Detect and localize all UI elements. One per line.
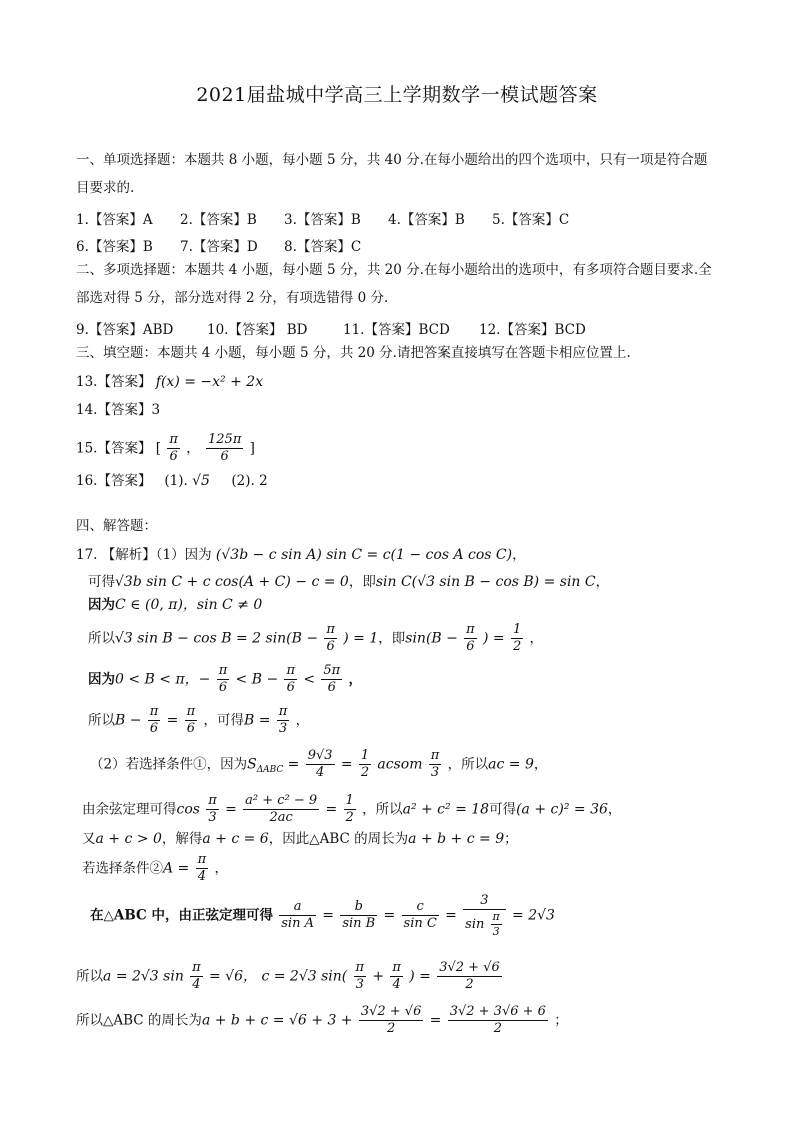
- q17-line5: [88, 663, 362, 697]
- fraction: [429, 748, 442, 782]
- text: 所以△ABC 的周长为: [76, 1012, 202, 1029]
- fraction-numerator: 1: [344, 793, 356, 810]
- fraction-numerator: 3√2 + √6: [437, 960, 502, 977]
- math-expr: sin(B −: [405, 630, 458, 647]
- fraction: [344, 793, 356, 827]
- q17-line13: [76, 1004, 568, 1038]
- math-expr: √3b sin C + c cos(A + C) − c = 0: [115, 574, 349, 590]
- math-expr: a + b + c = 9: [408, 831, 505, 847]
- fraction-denominator: 3: [430, 765, 440, 781]
- fraction: [196, 852, 209, 886]
- text: 由余弦定理可得: [82, 801, 177, 818]
- q17-line1: [76, 546, 526, 565]
- fraction-denominator: 2: [360, 765, 370, 781]
- fraction: [206, 793, 219, 827]
- fraction-denominator: 2: [465, 977, 474, 993]
- fraction-denominator: sin A: [281, 916, 314, 932]
- fraction-numerator: π: [354, 960, 367, 977]
- fraction-numerator: b: [340, 899, 377, 916]
- answer-label: 15.【答案】: [76, 440, 152, 457]
- answer-14: 14.【答案】3: [76, 402, 161, 418]
- fraction-denominator: 2: [386, 1021, 396, 1037]
- solution-label: 17. 【解析】（1）因为: [76, 547, 212, 563]
- fraction-denominator: sin C: [403, 916, 437, 932]
- math-expr: S: [247, 756, 257, 773]
- text: 所以: [76, 968, 103, 985]
- math-expr: a + c = 6: [202, 831, 269, 847]
- fraction: [402, 899, 439, 933]
- math-expr: 0 < B < π，−: [115, 671, 211, 688]
- fraction-denominator: 2: [512, 639, 522, 655]
- math-expr: = √6， c = 2√3 sin(: [208, 968, 348, 985]
- answer-item: 8.【答案】C: [284, 239, 362, 255]
- fraction-numerator: a² + c² − 9: [243, 793, 319, 810]
- math-expr: a = 2√3 sin: [103, 968, 184, 985]
- bracket: ]: [249, 440, 255, 457]
- fraction-denominator: 6: [186, 721, 196, 737]
- math-expr: =: [287, 756, 300, 773]
- punct: ，: [533, 756, 548, 773]
- answer-item: 7.【答案】D: [180, 239, 258, 255]
- fraction-numerator: 9√3: [306, 748, 335, 765]
- fraction: [437, 960, 502, 994]
- math-expr: =: [383, 907, 396, 924]
- answer-item: 6.【答案】B: [76, 239, 153, 255]
- fraction-denominator: 2ac: [269, 810, 293, 826]
- q17-line10: [82, 852, 228, 886]
- fraction: [321, 663, 342, 697]
- math-expr: cos: [176, 801, 200, 818]
- fraction-numerator: π: [464, 622, 477, 639]
- math-expr: ) =: [483, 630, 505, 647]
- answer-16: [76, 472, 268, 491]
- q17-line7: [90, 748, 547, 782]
- punct: ，: [295, 712, 310, 729]
- fraction-numerator: π: [196, 852, 209, 869]
- math-expr: =: [429, 1012, 442, 1029]
- answer-math: f(x) = −x² + 2x: [155, 374, 264, 390]
- math-expr: C ∈ (0, π)，sin C ≠ 0: [115, 597, 263, 613]
- text: ，所以: [362, 801, 403, 818]
- math-expr: =: [322, 907, 335, 924]
- q17-line2: [88, 573, 609, 592]
- math-expr: =: [225, 801, 237, 818]
- fraction-denominator: 4: [392, 977, 401, 993]
- part-label: (1).: [164, 473, 193, 489]
- math-expr: =: [445, 907, 457, 924]
- fraction-numerator: 1: [359, 748, 371, 765]
- answer-math: √5: [192, 473, 210, 489]
- fraction-numerator: π: [492, 910, 500, 924]
- section1-intro-line2: 目要求的.: [76, 180, 135, 196]
- math-expr: < B −: [235, 671, 279, 688]
- fraction: [284, 663, 297, 697]
- fraction-numerator: 125π: [206, 432, 243, 449]
- punct: ，: [214, 860, 228, 877]
- answer-item: 2.【答案】B: [180, 212, 257, 228]
- fraction: [390, 960, 403, 994]
- fraction: [277, 704, 290, 738]
- fraction: [190, 960, 203, 994]
- answer-label: 13.【答案】: [76, 374, 152, 390]
- math-expr: B −: [115, 712, 142, 729]
- fraction-numerator: π: [206, 793, 219, 810]
- answer-15: [76, 432, 255, 466]
- answer-13: [76, 373, 263, 392]
- text: （2）若选择条件①，因为: [90, 756, 248, 773]
- punct: ，: [607, 801, 622, 818]
- answer-item: 12.【答案】BCD: [479, 322, 586, 338]
- fraction-numerator: π: [190, 960, 203, 977]
- q17-line8: [82, 793, 621, 827]
- math-expr: =: [340, 756, 353, 773]
- fraction-numerator: π: [284, 663, 297, 680]
- fraction: [511, 622, 523, 656]
- math-expr: =: [325, 801, 338, 818]
- fraction-denominator: 4: [197, 869, 206, 885]
- punct: ，: [348, 671, 362, 688]
- fraction-denominator: 6: [149, 721, 159, 737]
- q17-line4: [88, 622, 543, 656]
- fraction-numerator: c: [402, 899, 439, 916]
- fraction-denominator: 4: [192, 977, 201, 993]
- fraction-denominator: 6: [466, 639, 475, 655]
- fraction-denominator: 6: [169, 449, 178, 465]
- punct: ；: [554, 1012, 568, 1029]
- answer-item: 1.【答案】A: [76, 212, 153, 228]
- text: 在△ABC 中，由正弦定理可得: [90, 907, 273, 924]
- page-title: 2021届盐城中学高三上学期数学一模试题答案: [196, 84, 598, 106]
- fraction-denominator: sin B: [342, 916, 376, 932]
- text: 因为: [88, 671, 115, 688]
- q17-line11: [90, 893, 555, 939]
- fraction: [148, 704, 161, 738]
- q17-line6: [88, 704, 309, 738]
- punct: ；: [504, 831, 518, 847]
- math-expr: ac = 9: [488, 756, 534, 773]
- fraction: [463, 893, 506, 939]
- section1-intro-line1: 一、单项选择题：本题共 8 小题，每小题 5 分，共 40 分.在每小题给出的四个选项中，只有一项是符合题: [76, 152, 708, 168]
- fraction: [206, 432, 243, 466]
- separator: ，: [186, 440, 200, 457]
- q17-line3: [88, 596, 262, 615]
- math-expr: +: [372, 968, 385, 985]
- section2-intro-line1: 二、多项选择题：本题共 4 小题，每小题 5 分，共 20 分.在每小题给出的选项中，有多项符合题目要求.全: [76, 262, 712, 278]
- fraction-denominator: 2: [345, 810, 354, 826]
- fraction-denominator: 6: [327, 680, 336, 696]
- answer-item: 3.【答案】B: [284, 212, 361, 228]
- fraction: [448, 1004, 548, 1038]
- fraction-denominator: 6: [220, 449, 229, 465]
- math-expr: acsom: [377, 756, 423, 773]
- text: 可得: [88, 574, 115, 590]
- fraction-denominator: [463, 910, 506, 939]
- punct: ，: [512, 547, 526, 563]
- text: ，即: [348, 574, 376, 590]
- fraction: [354, 960, 367, 994]
- fraction-numerator: π: [148, 704, 161, 721]
- math-expr: sin C(√3 sin B − cos B) = sin C: [375, 574, 596, 590]
- text: 因为: [88, 597, 115, 613]
- math-expr: (√3b − c sin A) sin C = c(1 − cos A cos C): [215, 547, 513, 563]
- math-expr: = 2√3: [512, 907, 555, 924]
- q17-line9: [82, 830, 518, 849]
- text: ，可得: [203, 712, 244, 729]
- fraction: [340, 899, 377, 933]
- math-expr: a² + c² = 18: [402, 801, 490, 818]
- math-expr: (a + c)² = 36: [516, 801, 608, 818]
- math-subscript: ΔABC: [256, 764, 284, 775]
- fraction: [167, 432, 180, 466]
- math-expr: B =: [243, 712, 271, 729]
- math-expr: A =: [163, 860, 190, 877]
- fraction-numerator: π: [167, 432, 180, 449]
- text: ，因此△ABC 的周长为: [268, 831, 409, 847]
- fraction-numerator: 3√2 + √6: [359, 1004, 424, 1021]
- part-label: (2). 2: [231, 473, 268, 489]
- fraction: [324, 622, 337, 656]
- fraction: [359, 748, 371, 782]
- fraction-numerator: π: [429, 748, 442, 765]
- math-expr: =: [166, 712, 179, 729]
- math-expr: √3 sin B − cos B = 2 sin(B −: [115, 630, 319, 647]
- fraction-numerator: π: [185, 704, 198, 721]
- text: 又: [82, 831, 96, 847]
- fraction: [306, 748, 335, 782]
- fraction-denominator: 6: [218, 680, 228, 696]
- fraction-numerator: π: [217, 663, 230, 680]
- fraction-denominator: 3: [492, 925, 500, 938]
- answer-item: 10.【答案】 BD: [207, 322, 308, 338]
- q17-line12: [76, 960, 504, 994]
- fraction: [243, 793, 319, 827]
- fraction-denominator: 6: [286, 680, 295, 696]
- section3-intro: 三、填空题：本题共 4 小题，每小题 5 分，共 20 分.请把答案直接填写在答题卡相应位置上.: [76, 345, 631, 361]
- fraction-numerator: a: [279, 899, 316, 916]
- answer-item: 5.【答案】C: [492, 212, 570, 228]
- fraction: [359, 1004, 424, 1038]
- fraction-numerator: 5π: [321, 663, 342, 680]
- math-expr: a + c > 0: [95, 831, 162, 847]
- math-expr: ) =: [409, 968, 431, 985]
- text: 若选择条件②: [82, 860, 163, 877]
- punct: ，: [529, 630, 544, 647]
- fraction-denominator: 3: [278, 721, 288, 737]
- fraction-denominator: 3: [208, 810, 217, 826]
- fraction: [279, 899, 316, 933]
- punct: ，: [595, 574, 610, 590]
- bracket: [: [155, 440, 162, 457]
- fraction: [217, 663, 230, 697]
- math-expr: <: [303, 671, 316, 688]
- fraction-numerator: 3√2 + 3√6 + 6: [448, 1004, 548, 1021]
- answer-item: 9.【答案】ABD: [76, 322, 174, 338]
- answer-item: 4.【答案】B: [388, 212, 465, 228]
- text: 所以: [88, 630, 115, 647]
- fraction-denominator: 2: [493, 1021, 502, 1037]
- math-expr: ) = 1: [343, 630, 379, 647]
- fraction-numerator: π: [390, 960, 403, 977]
- fraction-denominator: 6: [326, 639, 335, 655]
- fraction-denominator: 4: [315, 765, 325, 781]
- text: ，解得: [161, 831, 203, 847]
- section2-intro-line2: 部选对得 5 分，部分选对得 2 分，有项选错得 0 分.: [76, 290, 389, 306]
- fraction: [464, 622, 477, 656]
- text: 可得: [489, 801, 517, 818]
- text: ，所以: [447, 756, 489, 773]
- fraction-denominator: 3: [355, 977, 364, 993]
- fraction-numerator: 1: [511, 622, 523, 639]
- math-expr: a + b + c = √6 + 3 +: [201, 1012, 353, 1029]
- fraction-numerator: 3: [463, 893, 506, 910]
- answer-item: 11.【答案】BCD: [343, 322, 450, 338]
- fraction: [185, 704, 198, 738]
- text: ，即: [378, 630, 406, 647]
- math-expr: sin: [465, 917, 485, 932]
- answer-label: 16.【答案】: [76, 473, 152, 489]
- fraction: [491, 910, 502, 939]
- text: 所以: [88, 712, 115, 729]
- section4-title: 四、解答题：: [76, 518, 157, 534]
- fraction-numerator: π: [324, 622, 337, 639]
- fraction-numerator: π: [277, 704, 290, 721]
